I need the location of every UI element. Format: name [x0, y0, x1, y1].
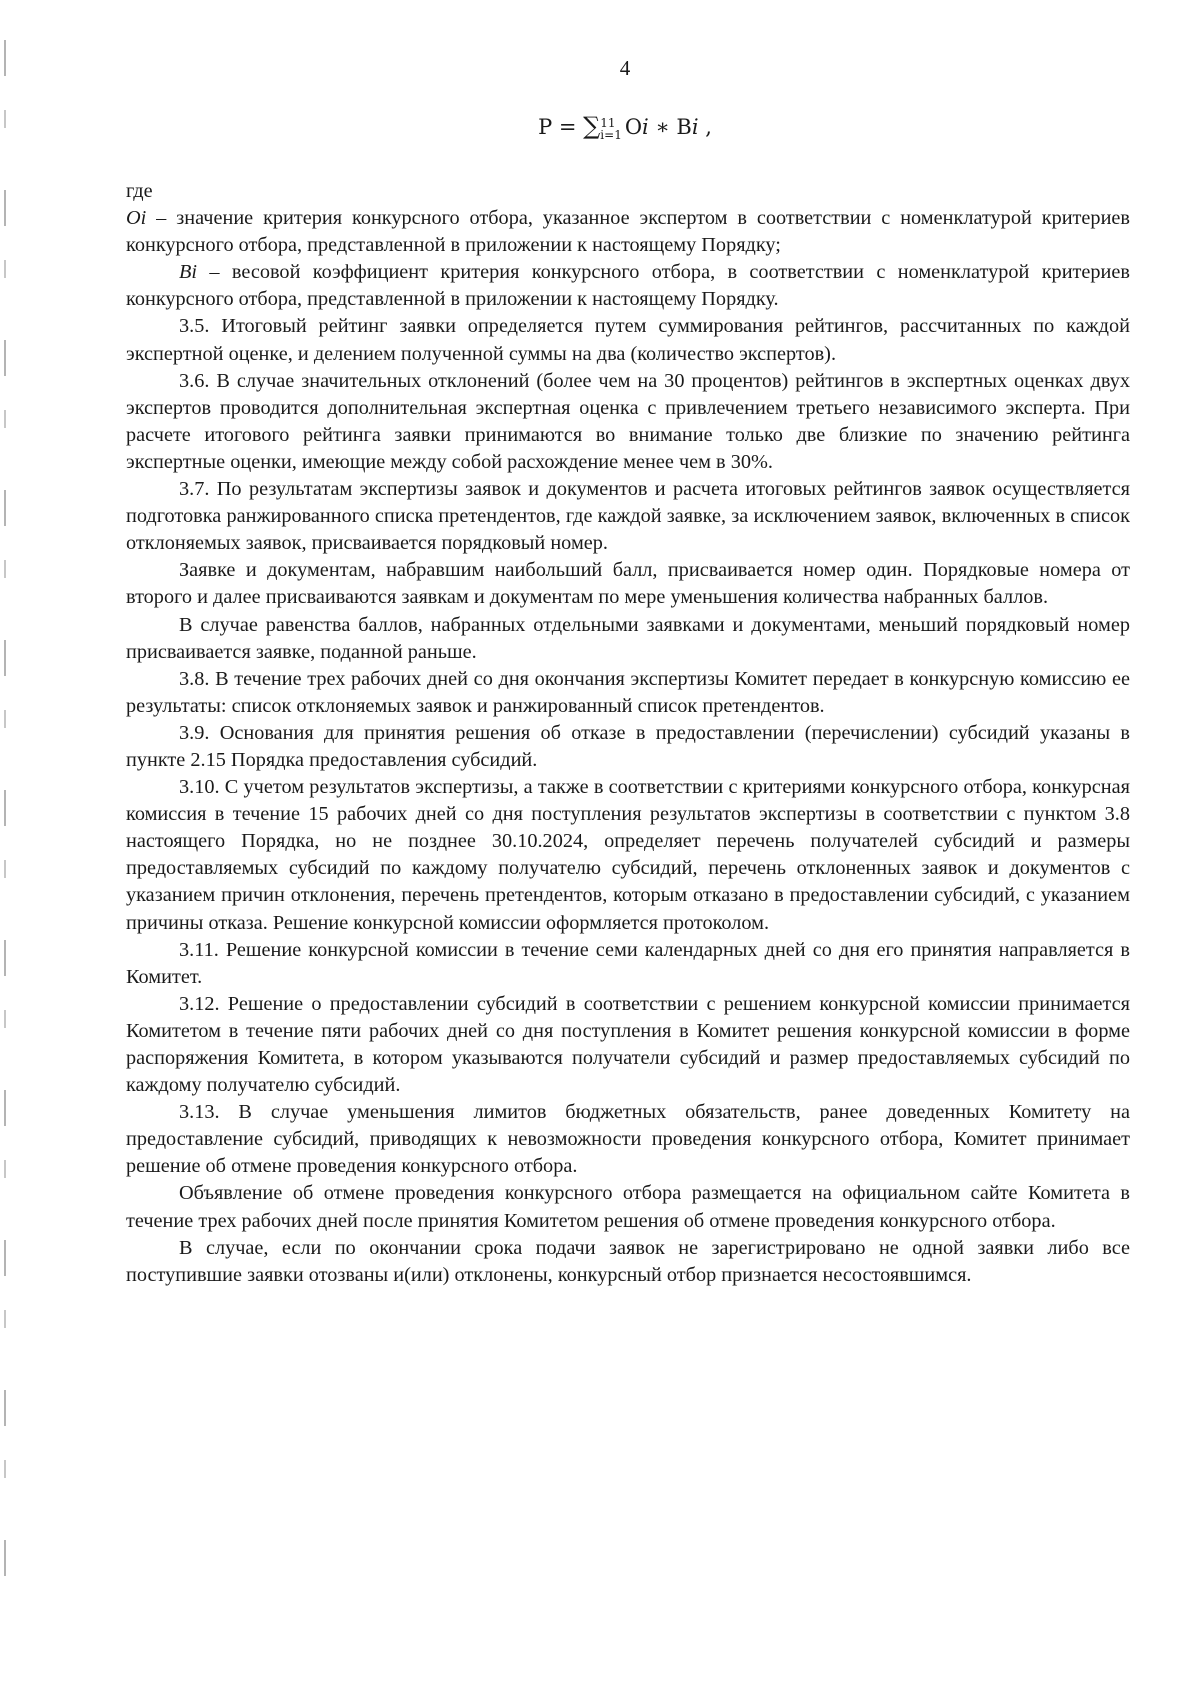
- sum-limits: [600, 117, 622, 141]
- document-body: [126, 178, 1130, 1289]
- paragraph-oi-text: – значение критерия конкурсного отбора, указанное экспертом в соответствии с номенклатурой критериев конкурсного отбора, представленной в приложении к настоящему Порядку;: [126, 207, 1130, 257]
- paragraph-3-9: 3.9. Основания для принятия решения об отказе в предоставлении (перечислении) субсидий указаны в пункте 2.15 Порядка предоставления субсидий.: [126, 721, 1130, 771]
- paragraph-bi-text: – весовой коэффициент критерия конкурсного отбора, в соответствии с номенклатурой критериев конкурсного отбора, представленной в приложении к настоящему Порядку.: [126, 261, 1130, 311]
- formula-trail: ,: [698, 115, 712, 139]
- formula-index-2: i: [691, 115, 699, 139]
- paragraph-3-5: 3.5. Итоговый рейтинг заявки определяется путем суммирования рейтингов, рассчитанных по каждой экспертной оценке, и делением полученной суммы на два (количество экспертов).: [126, 315, 1130, 365]
- formula-times-b: ∗ B: [648, 115, 692, 139]
- formula-lhs: P =: [538, 115, 584, 139]
- formula-term-o: O: [624, 115, 643, 139]
- paragraph-equal-points: В случае равенства баллов, набранных отдельными заявками и документами, меньший порядковый номер присваивается заявке, поданной раньше.: [126, 613, 1130, 663]
- paragraph-3-10: 3.10. С учетом результатов экспертизы, а также в соответствии с критериями конкурсного отбора, конкурсная комиссия в течение 15 рабочих дней со дня поступления результатов экспертизы в соответствии с пунктом 3.8 настоящего Порядка, но не позднее 30.10.2024, определяет перечень получателей субсидий и размеры предоставляемых субсидий по каждому получателю субсидий, перечень отклоненных заявок и документов с указанием причин отклонения, перечень претендентов, которым отказано в предоставлении субсидий, с указанием причины отказа. Решение конкурсной комиссии оформляется протоколом.: [126, 776, 1130, 934]
- paragraph-oi-definition: [126, 205, 1130, 259]
- paragraph-number-assignment: Заявке и документам, набравшим наибольший балл, присваивается номер один. Порядковые номера от второго и далее присваиваются заявкам и документам по мере уменьшения количества набранных баллов.: [126, 559, 1130, 609]
- paragraph-cancellation-notice: Объявление об отмене проведения конкурсного отбора размещается на официальном сайте Комитета в течение трех рабочих дней после принятия Комитетом решения об отмене проведения конкурсного отбора.: [126, 1182, 1130, 1232]
- paragraph-3-7: 3.7. По результатам экспертизы заявок и документов и расчета итоговых рейтингов заявок осуществляется подготовка ранжированного списка претендентов, где каждой заявке, за исключением заявок, включенных в список отклоняемых заявок, присваивается порядковый номер.: [126, 478, 1130, 555]
- page-number: 4: [619, 56, 631, 80]
- sum-symbol: ∑: [583, 112, 601, 140]
- paragraph-3-12: 3.12. Решение о предоставлении субсидий в соответствии с решением конкурсной комиссии принимается Комитетом в течение пяти рабочих дней со дня поступления в Комитет решения конкурсной комиссии в форме распоряжения Комитета, в котором указываются получатели субсидий и размер предоставляемых субсидий по каждому получателю субсидий.: [126, 992, 1130, 1097]
- rating-formula: [0, 110, 1200, 143]
- paragraph-3-13: 3.13. В случае уменьшения лимитов бюджетных обязательств, ранее доведенных Комитету на предоставление субсидий, приводящих к невозможности проведения конкурсного отбора, Комитет принимает решение об отмене проведения конкурсного отбора.: [126, 1101, 1130, 1178]
- scan-edge-marks: [4, 40, 6, 1600]
- variable-oi: Oi: [126, 207, 147, 230]
- paragraph-bi-definition: [126, 259, 1130, 313]
- paragraph-3-8: 3.8. В течение трех рабочих дней со дня окончания экспертизы Комитет передает в конкурсную комиссию ее результаты: список отклоняемых заявок и ранжированный список претендентов.: [126, 667, 1130, 717]
- paragraph-3-11: 3.11. Решение конкурсной комиссии в течение семи календарных дней со дня его принятия направляется в Комитет.: [126, 938, 1130, 988]
- sum-lower-limit: i=1: [600, 127, 622, 142]
- formula-index-1: i: [642, 115, 649, 139]
- paragraph-failed-selection: В случае, если по окончании срока подачи заявок не зарегистрировано не одной заявки либо все поступившие заявки отозваны и(или) отклонены, конкурсный отбор признается несостоявшимся.: [126, 1236, 1130, 1286]
- variable-bi: Bi: [179, 261, 198, 284]
- sum-upper-limit: 11: [600, 115, 616, 130]
- paragraph-where: где: [126, 180, 153, 202]
- paragraph-3-6: 3.6. В случае значительных отклонений (более чем на 30 процентов) рейтингов в экспертных оценках двух экспертов проводится дополнительная экспертная оценка с привлечением третьего независимого эксперта. При расчете итогового рейтинга заявки принимаются во внимание только две близкие по значению рейтинга экспертные оценки, имеющие между собой расхождение менее чем в 30%.: [126, 369, 1130, 473]
